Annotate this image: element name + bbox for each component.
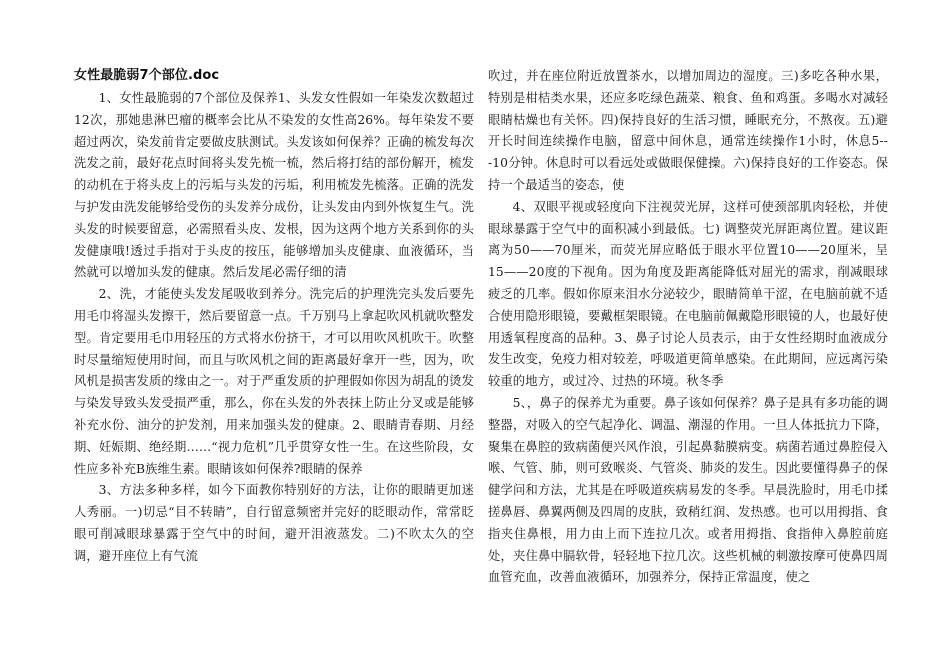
- paragraph: 4、双眼平视或轻度向下注视荧光屏，这样可使颈部肌肉轻松，并使眼球暴露于空气中的面积减小到最低。七) 调整荧光屏距离位置。建议距离为50——70厘米，而荧光屏应略低于眼水平位置10——20厘米，呈15——20度的下视角。因为角度及距离能降低对屈光的需求，削减眼球疲乏的几率。假如你原来泪水分泌较少，眼睛简单干涩，在电脑前就不适合使用隐形眼镜，要戴框架眼镜。在电脑前佩戴隐形眼镜的人，也最好使用透氧程度高的品种。3、鼻子讨论人员表示，由于女性经期时血液成分发生改变，免疫力相对较差，呼吸道更简单感染。在此期间，应远离污染较重的地方，或过冷、过热的环境。秋冬季: [488, 199, 888, 389]
- paragraph: 5、，鼻子的保养尤为重要。鼻子该如何保养？鼻子是具有多功能的调整器，对吸入的空气起净化、调温、潮湿的作用。一旦人体抵抗力下降，聚集在鼻腔的致病菌便兴风作浪，引起鼻黏膜病变。病菌若通过鼻腔侵入喉、气管、肺，则可致喉炎、气管炎、肺炎的发生。因此要懂得鼻子的保健学问和方法，尤其是在呼吸道疾病易发的冬季。早晨洗脸时，用毛巾揉搓鼻唇、鼻翼两侧及四周的皮肤，致稍红润、发热感。也可以用拇指、食指夹住鼻根，用力由上而下连拉几次。或者用拇指、食指伸入鼻腔前庭处，夹住鼻中膈软骨，轻轻地下拉几次。这些机械的刺激按摩可使鼻四周血管充血，改善血液循环，加强养分，保持正常温度，使之: [488, 395, 888, 585]
- right-column: [488, 66, 888, 589]
- document-title: 女性最脆弱7个部位.doc: [74, 68, 220, 83]
- paragraph: 2、洗，才能使头发发尾吸收到养分。洗完后的护理洗完头发后要先用毛巾将湿头发擦干，然后要留意一点。千万别马上拿起吹风机就吹整发型。肯定要用毛巾用轻压的方式将水份挤干，才可以用吹风机吹干。吹整时尽量缩短使用时间，而且与吹风机之间的距离最好拿开一些，因为，吹风机是损害发质的缘由之一。对于严重发质的护理假如你因为胡乱的烫发与染发导致头发受损严重，那么，你在头发的外表抹上防止分叉或是能够补充水份、油分的护发剂，用来加强头发的健康。2、眼睛青春期、月经期、妊娠期、绝经期……“视力危机”几乎贯穿女性一生。在这些阶段，女性应多补充B族维生素。眼睛该如何保养?眼睛的保养: [74, 287, 474, 476]
- left-column: [74, 66, 474, 568]
- paragraph: 3、方法多种多样，如今下面教你特别好的方法，让你的眼睛更加迷人秀丽。一)切忌“目不转睛”，自行留意频密并完好的眨眼动作，常常眨眼可削减眼球暴露于空气中的时间，避开泪液蒸发。二)不吹太久的空调，避开座位上有气流: [74, 483, 474, 563]
- paragraph: 吹过，并在座位附近放置茶水，以增加周边的湿度。三)多吃各种水果，特别是柑桔类水果，还应多吃绿色蔬菜、粮食、鱼和鸡蛋。多喝水对减轻眼睛枯燥也有关怀。四)保持良好的生活习惯，睡眠充分，不熬夜。五)避开长时间连续操作电脑，留意中间休息，通常连续操作1小时，休息5---10分钟。休息时可以看远处或做眼保健操。六)保持良好的工作姿态。保持一个最适当的姿态，使: [488, 69, 888, 192]
- paragraph: 1、女性最脆弱的7个部位及保养1、头发女性假如一年染发次数超过12次，那她患淋巴瘤的概率会比从不染发的女性高26%。每年染发不要超过两次，染发前肯定要做皮肤测试。头发该如何保养？正确的梳发每次洗发之前，最好花点时间将头发先梳一梳，然后将打结的部份解开，梳发的动机在于将头皮上的污垢与头发的污垢，利用梳发先梳落。正确的洗发与护发由洗发能够给受伤的头发养分成份，让头发由内到外恢复生气。洗头发的时候要留意，必需照看头皮、发根，因为这两个地方关系到你的头发健康哦!透过手指对于头皮的按压，能够增加头皮健康、血液循环，当然就可以增加头发的健康。然后发尾必需仔细的清: [74, 91, 474, 280]
